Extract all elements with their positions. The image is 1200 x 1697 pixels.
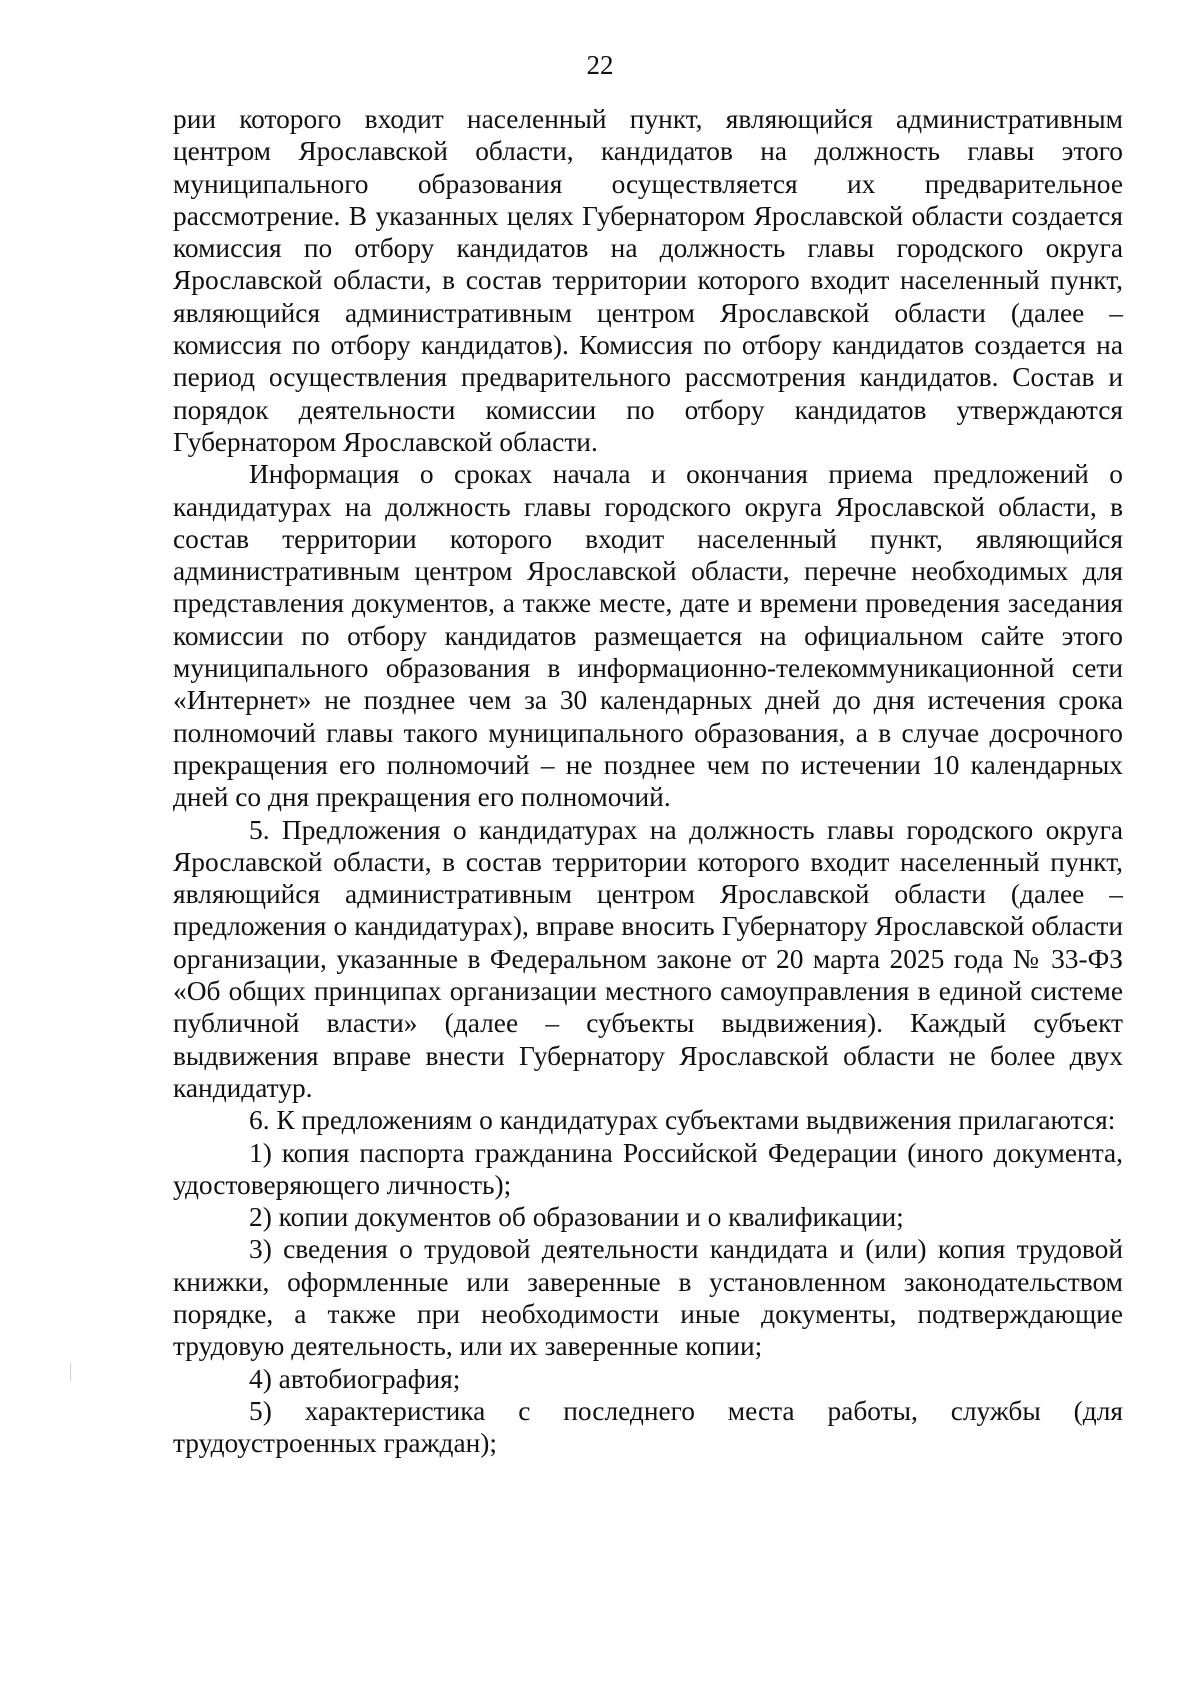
list-item-1: 1) копия паспорта гражданина Российской Федерации (иного документа, удостоверяющего личность); [173,1137,1123,1200]
paragraph-continuation: рии которого входит населенный пункт, являющийся административным центром Ярославской области, кандидатов на должность главы этого муниципального образования осуществляется их предварительное рассмотрение. В указанных целях Губернатором Ярославской области создается комиссия по отбору кандидатов на должность главы городского округа Ярославской области, в состав территории которого входит населенный пункт, являющийся административным центром Ярославской области (далее – комиссия по отбору кандидатов). Комиссия по отбору кандидатов создается на период осуществления предварительного рассмотрения кандидатов. Состав и порядок деятельности комиссии по отбору кандидатов утверждаются Губернатором Ярославской области. [173,104,1123,457]
paragraph-item-6: 6. К предложениям о кандидатурах субъектами выдвижения прилагаются: [249,1105,1116,1136]
scan-artifact-mark [70,1363,71,1381]
list-item-3: 3) сведения о трудовой деятельности кандидата и (или) копия трудовой книжки, оформленные или заверенные в установленном законодательством порядке, а также при необходимости иные документы, подтверждающие трудовую деятельность, или их заверенные копии; [173,1234,1123,1362]
document-body [173,103,1123,1459]
page-number: 22 [586,50,614,80]
paragraph-information: Информация о сроках начала и окончания приема предложений о кандидатурах на должность главы городского округа Ярославской области, в состав территории которого входит населенный пункт, являющийся административным центром Ярославской области, перечне необходимых для представления документов, а также месте, дате и времени проведения заседания комиссии по отбору кандидатов размещается на официальном сайте этого муниципального образования в информационно-телекоммуникационной сети «Интернет» не позднее чем за 30 календарных дней до дня истечения срока полномочий главы такого муниципального образования, а в случае досрочного прекращения его полномочий – не позднее чем по истечении 10 календарных дней со дня прекращения его полномочий. [173,459,1123,813]
list-item-2: 2) копии документов об образовании и о квалификации; [249,1202,904,1233]
list-item-5: 5) характеристика с последнего места работы, службы (для трудоустроенных граждан); [173,1395,1123,1459]
paragraph-item-5: 5. Предложения о кандидатурах на должность главы городского округа Ярославской области, в состав территории которого входит населенный пункт, являющийся административным центром Ярославской области (далее – предложения о кандидатурах), вправе вносить Губернатору Ярославской области организации, указанные в Федеральном законе от 20 марта 2025 года № 33-ФЗ «Об общих принципах организации местного самоуправления в единой системе публичной власти» (далее – субъекты выдвижения). Каждый субъект выдвижения вправе внести Губернатору Ярославской области не более двух кандидатур. [173,814,1123,1103]
list-item-4: 4) автобиография; [249,1363,461,1394]
